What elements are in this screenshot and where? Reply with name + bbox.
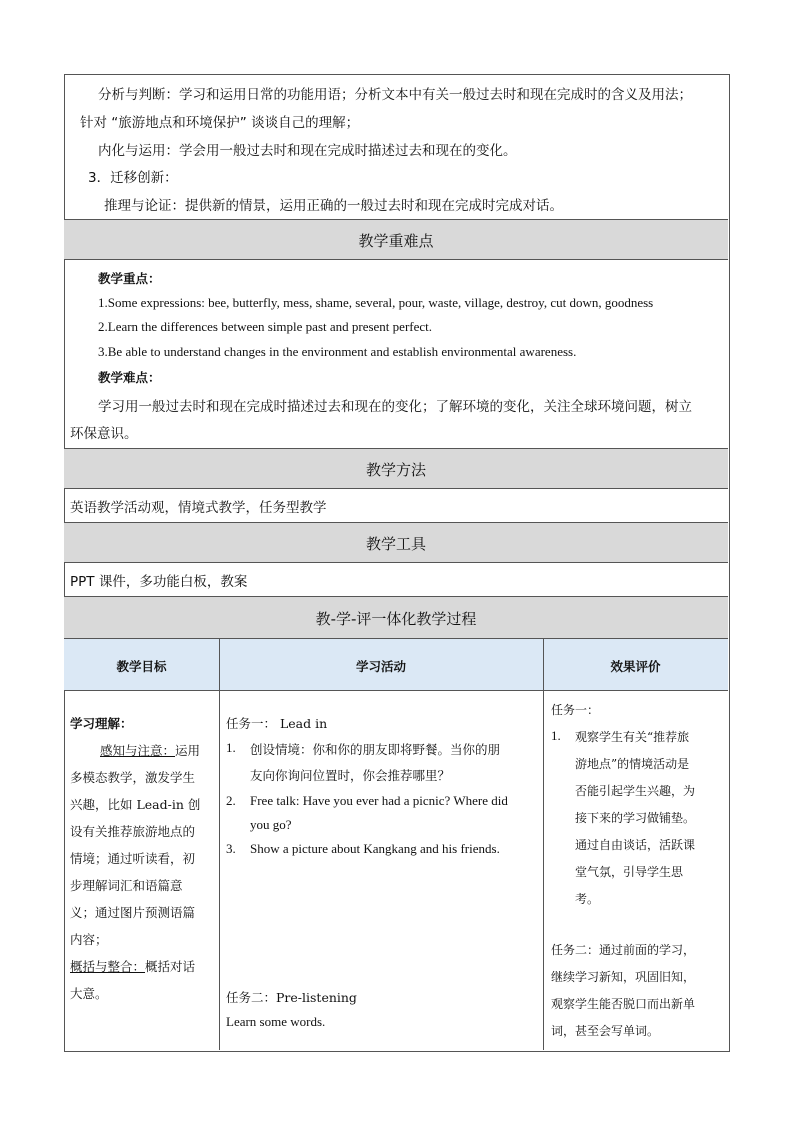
activity-2-line-b: you go? xyxy=(250,817,292,832)
eval-1-e: 通过自由谈话，活跃课 xyxy=(575,838,696,852)
eval-1-d: 接下来的学习做铺垫。 xyxy=(575,811,696,825)
intro-line-3: 内化与运用：学会用一般过去时和现在完成时描述过去和现在的变化。 xyxy=(98,143,517,159)
activity-2-line-a: Free talk: Have you ever had a picnic? Where did xyxy=(250,793,508,808)
goal-line-10: 大意。 xyxy=(70,986,108,1001)
focus-key-3: 3.Be able to understand changes in the environment and establish environmental awareness. xyxy=(98,344,577,359)
eval-1-g: 考。 xyxy=(575,892,600,906)
method-text: 英语教学活动观，情境式教学，任务型教学 xyxy=(70,500,327,516)
method-header xyxy=(64,448,728,488)
tools-header xyxy=(64,522,728,562)
focus-header xyxy=(64,219,728,259)
col-divider-2 xyxy=(543,638,544,1050)
eval-2-a: 任务二：通过前面的学习， xyxy=(551,943,696,957)
intro-line-4: 3．迁移创新： xyxy=(88,170,178,186)
tools-title: 教学工具 xyxy=(365,535,426,553)
focus-key-2: 2.Learn the differences between simple past and present perfect. xyxy=(98,319,433,334)
eval-2-d: 词，甚至会写单词。 xyxy=(551,1024,660,1038)
focus-key-1: 1.Some expressions: bee, butterfly, mess, shame, several, pour, waste, village, destroy, cut down, goodness xyxy=(98,295,654,310)
header-activity: 学习活动 xyxy=(355,659,406,674)
activity-task-1: 任务一： Lead in xyxy=(226,716,328,731)
activity-1-line-a: 创设情境：你和你的朋友即将野餐。当你的朋 xyxy=(250,742,501,757)
goal-line-9-rest: 概括对话 xyxy=(145,959,196,974)
activity-num-2: 2. xyxy=(226,793,236,808)
focus-key-label: 教学重点： xyxy=(98,271,161,286)
intro-line-1: 分析与判断：学习和运用日常的功能用语；分析文本中有关一般过去时和现在完成时的含义及用法； xyxy=(98,87,692,103)
goal-line-3: 兴趣，比如 Lead-in 创 xyxy=(70,797,201,812)
intro-line-2: 针对 “旅游地点和环境保护” 谈谈自己的理解； xyxy=(80,115,360,131)
goal-line-9 xyxy=(70,957,195,975)
focus-diff-1: 学习用一般过去时和现在完成时描述过去和现在的变化；了解环境的变化，关注全球环境问题，树立 xyxy=(98,399,692,415)
goal-line-1-rest: 运用 xyxy=(175,743,201,758)
goal-focus-term: 感知与注意： xyxy=(100,743,176,758)
goal-summary-term: 概括与整合： xyxy=(70,959,146,974)
goal-label: 学习理解： xyxy=(70,716,133,731)
eval-1-a: 观察学生有关“推荐旅 xyxy=(575,730,690,744)
method-title: 教学方法 xyxy=(365,461,426,479)
process-title: 教-学-评一体化教学过程 xyxy=(315,610,477,628)
process-header xyxy=(64,596,728,638)
intro-line-5: 推理与论证：提供新的情景，运用正确的一般过去时和现在完成时完成对话。 xyxy=(104,198,563,214)
eval-task-1: 任务一： xyxy=(551,703,600,717)
goal-line-4: 设有关推荐旅游地点的 xyxy=(70,824,196,839)
goal-line-7: 义；通过图片预测语篇 xyxy=(70,905,196,920)
eval-2-b: 继续学习新知，巩固旧知， xyxy=(551,970,696,984)
activity-task-2: 任务二：Pre-listening xyxy=(226,990,357,1005)
focus-diff-label: 教学难点： xyxy=(98,370,161,385)
goal-line-2: 多模态教学，激发学生 xyxy=(70,770,196,785)
goal-line-5: 情境；通过听读看，初 xyxy=(70,851,196,866)
activity-task-2-text: Learn some words. xyxy=(226,1014,326,1029)
process-column-headers xyxy=(64,638,728,690)
goal-line-6: 步理解词汇和语篇意 xyxy=(70,878,183,893)
goal-line-1 xyxy=(100,741,200,759)
eval-2-c: 观察学生能否脱口而出新单 xyxy=(551,997,696,1011)
goal-line-8: 内容； xyxy=(70,932,108,947)
tools-text: PPT 课件，多功能白板，教案 xyxy=(70,574,248,590)
header-goal: 教学目标 xyxy=(116,659,167,674)
activity-3-line-a: Show a picture about Kangkang and his friends. xyxy=(250,841,500,856)
activity-num-3: 3. xyxy=(226,841,236,856)
header-eval: 效果评价 xyxy=(610,659,661,674)
activity-1-line-b: 友向你询问位置时，你会推荐哪里？ xyxy=(250,768,451,783)
eval-1-b: 游地点”的情境活动是 xyxy=(575,757,690,771)
eval-1-c: 否能引起学生兴趣，为 xyxy=(575,784,696,798)
col-divider-1 xyxy=(219,638,220,1050)
focus-diff-2: 环保意识。 xyxy=(70,426,138,442)
activity-num-1: 1. xyxy=(226,740,236,755)
eval-1-f: 堂气氛，引导学生思 xyxy=(575,865,684,879)
focus-title: 教学重难点 xyxy=(358,232,434,250)
eval-num-1: 1. xyxy=(551,728,561,743)
